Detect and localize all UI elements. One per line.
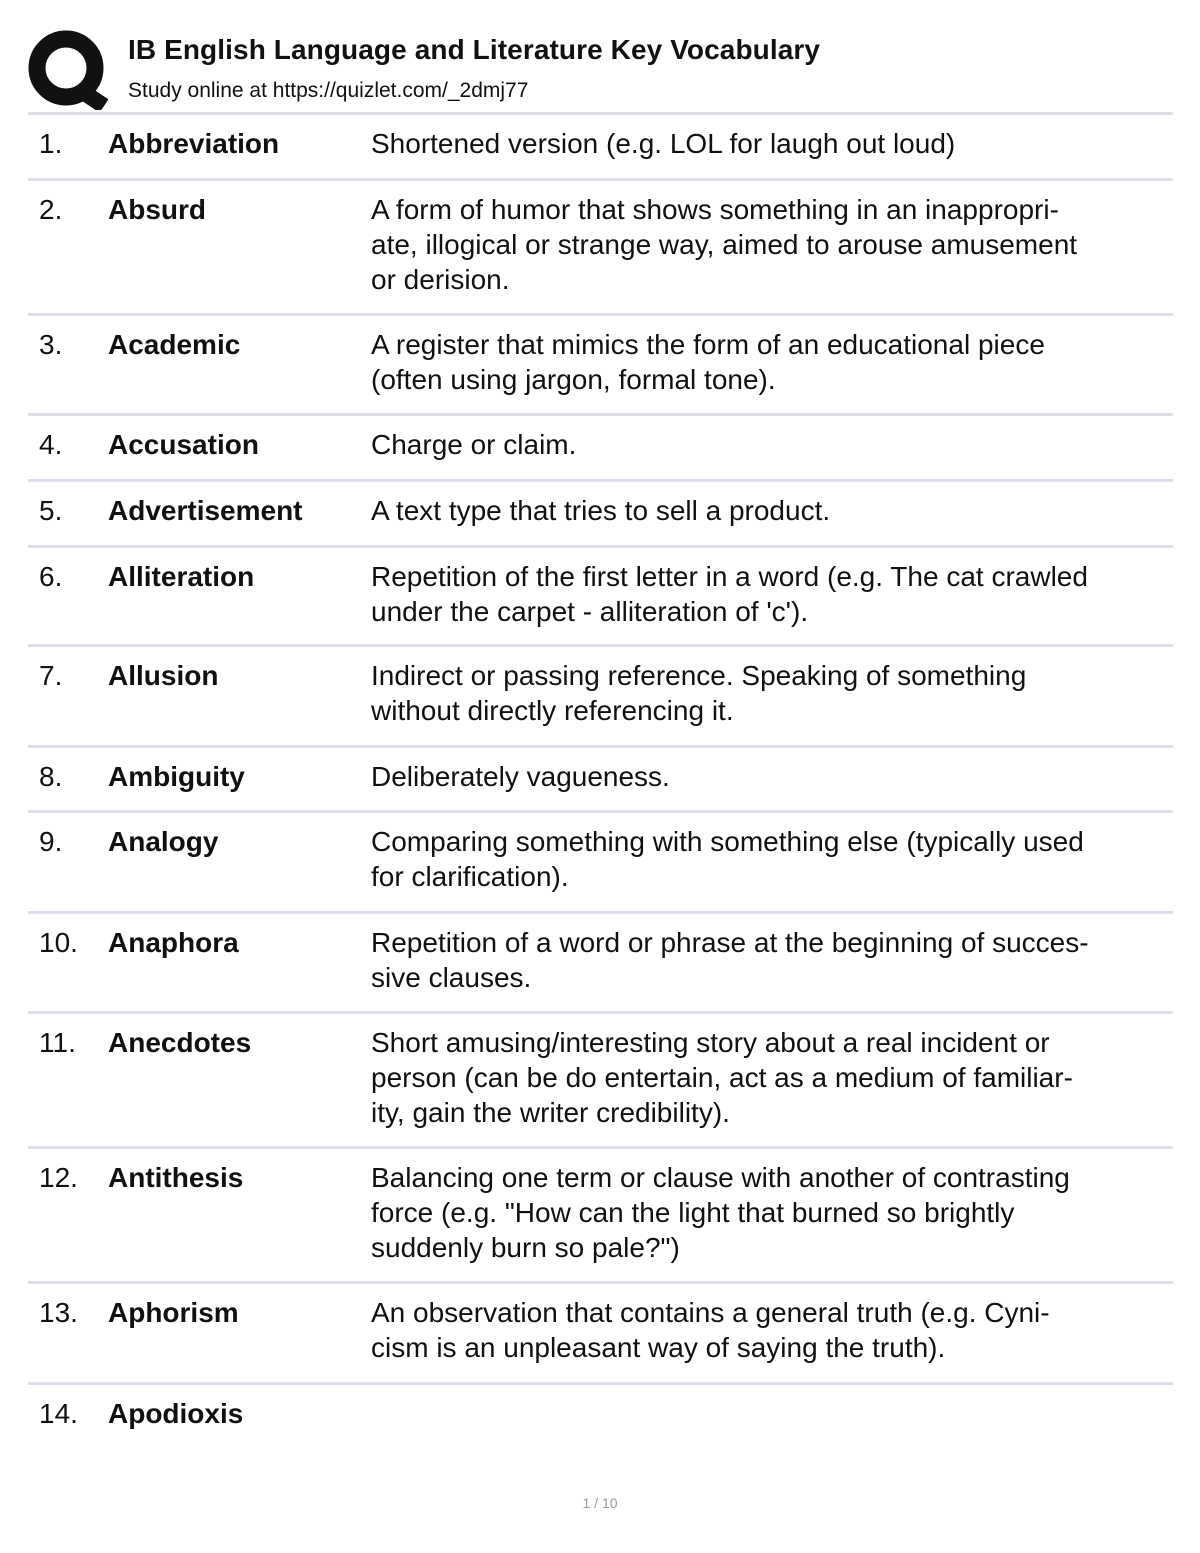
item-definition: Repetition of the first letter in a word (e.g. The cat crawled under the carpet - alliteration of 'c'). bbox=[371, 561, 1088, 627]
item-term: Anecdotes bbox=[108, 1027, 252, 1058]
item-term: Apodioxis bbox=[108, 1398, 244, 1429]
item-definition: A form of humor that shows something in an inappropri- ate, illogical or strange way, aimed to arouse amusement or derision. bbox=[371, 194, 1078, 295]
page-title: IB English Language and Literature Key Vocabulary bbox=[128, 34, 821, 65]
item-definition: An observation that contains a general truth (e.g. Cyni- cism is an unpleasant way of saying the truth). bbox=[371, 1297, 1050, 1363]
item-number: 13. bbox=[39, 1297, 78, 1328]
study-online-link[interactable]: Study online at https://quizlet.com/_2dmj77 bbox=[128, 79, 529, 102]
list-item bbox=[28, 1011, 1173, 1146]
list-item bbox=[28, 1281, 1173, 1382]
item-definition: Balancing one term or clause with another of contrasting force (e.g. "How can the light that burned so brightly suddenly burn so pale?") bbox=[371, 1162, 1070, 1263]
item-number: 9. bbox=[39, 826, 63, 857]
item-term: Absurd bbox=[108, 194, 206, 225]
list-item bbox=[28, 479, 1173, 545]
item-number: 3. bbox=[39, 329, 63, 360]
page-number: 1 / 10 bbox=[582, 1495, 618, 1511]
item-number: 1. bbox=[39, 128, 63, 159]
item-definition: Comparing something with something else (typically used for clarification). bbox=[371, 826, 1084, 892]
item-number: 8. bbox=[39, 761, 63, 792]
item-number: 12. bbox=[39, 1162, 78, 1193]
list-item bbox=[28, 178, 1173, 313]
list-item bbox=[28, 313, 1173, 413]
item-term: Anaphora bbox=[108, 927, 239, 958]
quizlet-logo-icon bbox=[28, 30, 108, 110]
item-term: Alliteration bbox=[108, 561, 255, 592]
item-term: Allusion bbox=[108, 660, 219, 691]
item-definition: Indirect or passing reference. Speaking of something without directly referencing it. bbox=[371, 660, 1027, 726]
item-term: Analogy bbox=[108, 826, 219, 857]
item-definition: Deliberately vagueness. bbox=[371, 761, 670, 792]
item-number: 5. bbox=[39, 495, 63, 526]
item-number: 10. bbox=[39, 927, 78, 958]
item-definition: Short amusing/interesting story about a real incident or person (can be do entertain, act as a medium of familiar- ity, gain the writer credibility). bbox=[371, 1027, 1073, 1128]
item-definition: A register that mimics the form of an educational piece (often using jargon, formal tone). bbox=[371, 329, 1045, 395]
list-item bbox=[28, 745, 1173, 810]
item-term: Accusation bbox=[108, 429, 259, 460]
list-item bbox=[28, 1382, 1173, 1452]
item-term: Aphorism bbox=[108, 1297, 239, 1328]
item-definition: Charge or claim. bbox=[371, 429, 577, 460]
item-definition: A text type that tries to sell a product. bbox=[371, 495, 831, 526]
list-item bbox=[28, 911, 1173, 1011]
list-item bbox=[28, 112, 1173, 178]
vocabulary-list bbox=[28, 112, 1173, 1452]
list-item bbox=[28, 644, 1173, 745]
item-term: Academic bbox=[108, 329, 241, 360]
item-number: 6. bbox=[39, 561, 63, 592]
list-item bbox=[28, 1146, 1173, 1281]
item-definition: Repetition of a word or phrase at the beginning of succes- sive clauses. bbox=[371, 927, 1089, 993]
list-item bbox=[28, 545, 1173, 644]
item-number: 7. bbox=[39, 660, 63, 691]
list-item bbox=[28, 810, 1173, 911]
list-item bbox=[28, 413, 1173, 479]
item-term: Ambiguity bbox=[108, 761, 245, 792]
item-term: Abbreviation bbox=[108, 128, 280, 159]
item-term: Antithesis bbox=[108, 1162, 244, 1193]
item-number: 4. bbox=[39, 429, 63, 460]
item-number: 14. bbox=[39, 1398, 78, 1429]
item-definition: Shortened version (e.g. LOL for laugh out loud) bbox=[371, 128, 956, 159]
page-header bbox=[28, 30, 1178, 112]
item-term: Advertisement bbox=[108, 495, 303, 526]
item-number: 11. bbox=[39, 1027, 76, 1058]
item-number: 2. bbox=[39, 194, 63, 225]
